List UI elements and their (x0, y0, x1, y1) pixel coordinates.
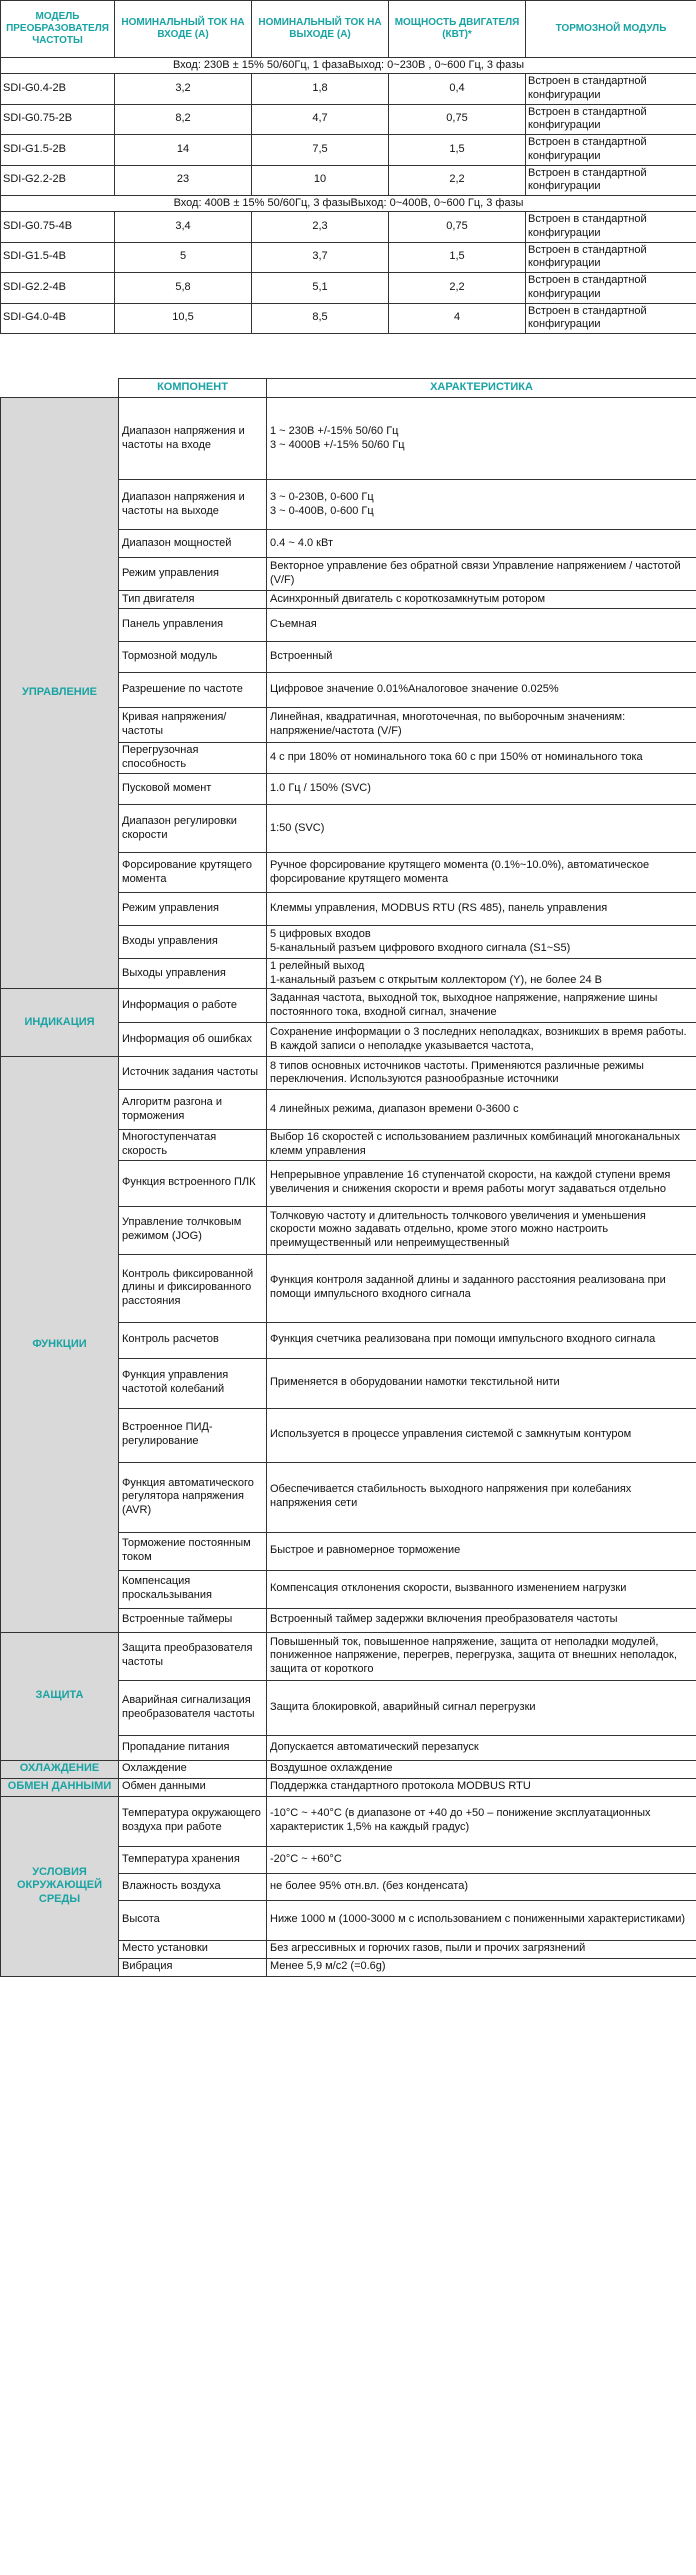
header-component: КОМПОНЕНТ (119, 379, 267, 398)
component-name: Кривая напряжения/частоты (119, 708, 267, 743)
component-name: Многоступенчатая скорость (119, 1130, 267, 1160)
characteristic-value: Допускается автоматический перезапуск (267, 1735, 696, 1760)
spacer (0, 334, 696, 378)
characteristic-value: не более 95% отн.вл. (без конденсата) (267, 1873, 696, 1900)
component-name: Защита преобразователя частоты (119, 1632, 267, 1680)
component-name: Информация о работе (119, 989, 267, 1023)
input-current: 8,2 (115, 104, 252, 135)
spec-row (1, 1632, 696, 1680)
brake-module-value: Встроен в стандартной конфигурации (526, 242, 696, 273)
output-current: 1,8 (252, 74, 389, 105)
characteristic-value: Ручное форсирование крутящего момента (0.1%~10.0%), автоматическое форсирование крутящего момента (267, 853, 696, 893)
component-name: Форсирование крутящего момента (119, 853, 267, 893)
component-name: Влажность воздуха (119, 1873, 267, 1900)
category-indication: ИНДИКАЦИЯ (1, 989, 119, 1057)
motor-power: 0,75 (389, 212, 526, 243)
characteristic-value: Защита блокировкой, аварийный сигнал перегрузки (267, 1680, 696, 1735)
characteristic-value: Менее 5,9 м/с2 (=0.6g) (267, 1958, 696, 1976)
section-row-400v (1, 196, 696, 212)
component-name: Источник задания частоты (119, 1057, 267, 1090)
component-name: Диапазон регулировки скорости (119, 805, 267, 853)
characteristic-value: -10°C ~ +40°C (в диапазоне от +40 до +50 – понижение эксплуатационных характеристик 1,5% на каждый градус) (267, 1796, 696, 1846)
component-name: Встроенные таймеры (119, 1608, 267, 1632)
input-current: 14 (115, 135, 252, 166)
model-name: SDI-G2.2-4B (1, 273, 115, 304)
spec-row (1, 1796, 696, 1846)
characteristic-value: Ниже 1000 м (1000-3000 м с использованием с пониженными характеристиками) (267, 1900, 696, 1940)
component-name: Функция управления частотой колебаний (119, 1358, 267, 1408)
characteristic-value: Обеспечивается стабильность выходного напряжения при колебаниях напряжения сети (267, 1462, 696, 1532)
motor-power: 1,5 (389, 242, 526, 273)
input-current: 3,4 (115, 212, 252, 243)
characteristic-value: 1 ~ 230В +/-15% 50/60 Гц 3 ~ 4000В +/-15% 50/60 Гц (267, 398, 696, 480)
spec-table (0, 378, 696, 1977)
model-name: SDI-G2.2-2B (1, 165, 115, 196)
model-row (1, 165, 696, 196)
model-row (1, 74, 696, 105)
component-name: Разрешение по частоте (119, 673, 267, 708)
spec-row (1, 1778, 696, 1796)
characteristic-value: Используется в процессе управления системой с замкнутым контуром (267, 1408, 696, 1462)
component-name: Выходы управления (119, 959, 267, 989)
model-row (1, 104, 696, 135)
header-output-current: НОМИНАЛЬНЫЙ ТОК НА ВЫХОДЕ (А) (252, 1, 389, 58)
component-name: Информация об ошибках (119, 1023, 267, 1057)
component-name: Температура окружающего воздуха при работе (119, 1796, 267, 1846)
model-name: SDI-G4.0-4B (1, 303, 115, 334)
model-name: SDI-G0.4-2B (1, 74, 115, 105)
spec-header-row (1, 379, 696, 398)
characteristic-value: Функция контроля заданной длины и заданного расстояния реализована при помощи импульсного входного сигнала (267, 1254, 696, 1322)
model-name: SDI-G0.75-4B (1, 212, 115, 243)
component-name: Температура хранения (119, 1846, 267, 1873)
category-environment: УСЛОВИЯ ОКРУЖАЮЩЕЙ СРЕДЫ (1, 1796, 119, 1976)
brake-module-value: Встроен в стандартной конфигурации (526, 273, 696, 304)
motor-power: 4 (389, 303, 526, 334)
component-name: Алгоритм разгона и торможения (119, 1090, 267, 1130)
model-row (1, 273, 696, 304)
component-name: Аварийная сигнализация преобразователя частоты (119, 1680, 267, 1735)
component-name: Диапазон напряжения и частоты на входе (119, 398, 267, 480)
characteristic-value: Воздушное охлаждение (267, 1760, 696, 1778)
characteristic-value: Встроенный таймер задержки включения преобразователя частоты (267, 1608, 696, 1632)
characteristic-value: Векторное управление без обратной связи Управление напряжением / частотой (V/F) (267, 558, 696, 591)
model-row (1, 242, 696, 273)
category-functions: ФУНКЦИИ (1, 1057, 119, 1632)
input-current: 3,2 (115, 74, 252, 105)
characteristic-value: Выбор 16 скоростей с использованием различных комбинаций многоканальных клемм управления (267, 1130, 696, 1160)
input-current: 5,8 (115, 273, 252, 304)
motor-power: 1,5 (389, 135, 526, 166)
component-name: Тип двигателя (119, 591, 267, 609)
section-label: Вход: 230В ± 15% 50/60Гц, 1 фазаВыход: 0~230В , 0~600 Гц, 3 фазы (1, 58, 696, 74)
component-name: Панель управления (119, 609, 267, 642)
model-row (1, 135, 696, 166)
component-name: Высота (119, 1900, 267, 1940)
brake-module-value: Встроен в стандартной конфигурации (526, 104, 696, 135)
motor-power: 2,2 (389, 165, 526, 196)
spec-row (1, 398, 696, 480)
characteristic-value: 3 ~ 0-230В, 0-600 Гц 3 ~ 0-400В, 0-600 Гц (267, 480, 696, 530)
header-model: МОДЕЛЬ ПРЕОБРАЗОВАТЕЛЯ ЧАСТОТЫ (1, 1, 115, 58)
component-name: Пропадание питания (119, 1735, 267, 1760)
characteristic-value: Встроенный (267, 642, 696, 673)
model-row (1, 303, 696, 334)
component-name: Тормозной модуль (119, 642, 267, 673)
header-motor-power: МОЩНОСТЬ ДВИГАТЕЛЯ (КВТ)* (389, 1, 526, 58)
spec-row (1, 989, 696, 1023)
characteristic-value: Цифровое значение 0.01%Аналоговое значение 0.025% (267, 673, 696, 708)
characteristic-value: 1.0 Гц / 150% (SVC) (267, 774, 696, 805)
model-name: SDI-G0.75-2B (1, 104, 115, 135)
component-name: Функция встроенного ПЛК (119, 1160, 267, 1206)
models-header-row (1, 1, 696, 58)
header-characteristic: ХАРАКТЕРИСТИКА (267, 379, 696, 398)
spec-row (1, 1057, 696, 1090)
models-table (0, 0, 696, 334)
characteristic-value: Сохранение информации о 3 последних неполадках, возникших в время работы. В каждой записи о неполадке указывается частота, (267, 1023, 696, 1057)
component-name: Охлаждение (119, 1760, 267, 1778)
category-control: УПРАВЛЕНИЕ (1, 398, 119, 989)
output-current: 2,3 (252, 212, 389, 243)
output-current: 10 (252, 165, 389, 196)
category-data-exchange: ОБМЕН ДАННЫМИ (1, 1778, 119, 1796)
brake-module-value: Встроен в стандартной конфигурации (526, 135, 696, 166)
model-name: SDI-G1.5-4B (1, 242, 115, 273)
brake-module-value: Встроен в стандартной конфигурации (526, 303, 696, 334)
input-current: 10,5 (115, 303, 252, 334)
category-cooling: ОХЛАЖДЕНИЕ (1, 1760, 119, 1778)
brake-module-value: Встроен в стандартной конфигурации (526, 212, 696, 243)
header-brake-module: ТОРМОЗНОЙ МОДУЛЬ (526, 1, 696, 58)
output-current: 7,5 (252, 135, 389, 166)
characteristic-value: Линейная, квадратичная, многоточечная, по выборочным значениям: напряжение/частота (V/F) (267, 708, 696, 743)
characteristic-value: Асинхронный двигатель с короткозамкнутым ротором (267, 591, 696, 609)
characteristic-value: Применяется в оборудовании намотки текстильной нити (267, 1358, 696, 1408)
output-current: 3,7 (252, 242, 389, 273)
component-name: Перегрузочная способность (119, 743, 267, 774)
characteristic-value: 1:50 (SVC) (267, 805, 696, 853)
output-current: 5,1 (252, 273, 389, 304)
component-name: Функция автоматического регулятора напряжения (AVR) (119, 1462, 267, 1532)
characteristic-value: 8 типов основных источников частоты. Применяются различные режимы переключения. Используются разнообразные источники (267, 1057, 696, 1090)
characteristic-value: -20°C ~ +60°C (267, 1846, 696, 1873)
characteristic-value: 0.4 ~ 4.0 кВт (267, 530, 696, 558)
characteristic-value: Функция счетчика реализована при помощи импульсного входного сигнала (267, 1322, 696, 1358)
component-name: Режим управления (119, 558, 267, 591)
section-row-230v (1, 58, 696, 74)
characteristic-value: 4 линейных режима, диапазон времени 0-3600 с (267, 1090, 696, 1130)
output-current: 8,5 (252, 303, 389, 334)
motor-power: 0,4 (389, 74, 526, 105)
characteristic-value: Компенсация отклонения скорости, вызванного изменением нагрузки (267, 1570, 696, 1608)
motor-power: 2,2 (389, 273, 526, 304)
component-name: Диапазон мощностей (119, 530, 267, 558)
component-name: Пусковой момент (119, 774, 267, 805)
characteristic-value: Поддержка стандартного протокола MODBUS RTU (267, 1778, 696, 1796)
header-category (1, 379, 119, 398)
characteristic-value: Съемная (267, 609, 696, 642)
characteristic-value: Клеммы управления, MODBUS RTU (RS 485), панель управления (267, 893, 696, 926)
characteristic-value: 4 с при 180% от номинального тока 60 с при 150% от номинального тока (267, 743, 696, 774)
output-current: 4,7 (252, 104, 389, 135)
characteristic-value: Без агрессивных и горючих газов, пыли и прочих загрязнений (267, 1940, 696, 1958)
characteristic-value: Быстрое и равномерное торможение (267, 1532, 696, 1570)
characteristic-value: Повышенный ток, повышенное напряжение, защита от неполадки модулей, пониженное напряжение, перегрев, перегрузка, защита от внешних неполадок, защита от короткого (267, 1632, 696, 1680)
component-name: Обмен данными (119, 1778, 267, 1796)
model-row (1, 212, 696, 243)
component-name: Место установки (119, 1940, 267, 1958)
component-name: Вибрация (119, 1958, 267, 1976)
component-name: Контроль фиксированной длины и фиксированного расстояния (119, 1254, 267, 1322)
category-protection: ЗАЩИТА (1, 1632, 119, 1760)
component-name: Контроль расчетов (119, 1322, 267, 1358)
characteristic-value: Непрерывное управление 16 ступенчатой скорости, на каждой ступени время увеличения и снижения скорости и время работы могут задаваться отдельно (267, 1160, 696, 1206)
component-name: Компенсация проскальзывания (119, 1570, 267, 1608)
brake-module-value: Встроен в стандартной конфигурации (526, 165, 696, 196)
characteristic-value: 1 релейный выход 1-канальный разъем с открытым коллектором (Y), не более 24 В (267, 959, 696, 989)
characteristic-value: 5 цифровых входов 5-канальный разъем цифрового входного сигнала (S1~S5) (267, 926, 696, 959)
component-name: Торможение постоянным током (119, 1532, 267, 1570)
brake-module-value: Встроен в стандартной конфигурации (526, 74, 696, 105)
motor-power: 0,75 (389, 104, 526, 135)
input-current: 23 (115, 165, 252, 196)
model-name: SDI-G1.5-2B (1, 135, 115, 166)
component-name: Диапазон напряжения и частоты на выходе (119, 480, 267, 530)
characteristic-value: Заданная частота, выходной ток, выходное напряжение, напряжение шины постоянного тока, входной сигнал, значение (267, 989, 696, 1023)
spec-row (1, 1760, 696, 1778)
component-name: Входы управления (119, 926, 267, 959)
section-label: Вход: 400В ± 15% 50/60Гц, 3 фазыВыход: 0~400В, 0~600 Гц, 3 фазы (1, 196, 696, 212)
header-input-current: НОМИНАЛЬНЫЙ ТОК НА ВХОДЕ (А) (115, 1, 252, 58)
component-name: Режим управления (119, 893, 267, 926)
input-current: 5 (115, 242, 252, 273)
characteristic-value: Толчковую частоту и длительность толчкового увеличения и уменьшения скорости можно задавать отдельно, кроме этого можно настроить преимущественный или непреимущественный (267, 1206, 696, 1254)
component-name: Встроенное ПИД-регулирование (119, 1408, 267, 1462)
component-name: Управление толчковым режимом (JOG) (119, 1206, 267, 1254)
